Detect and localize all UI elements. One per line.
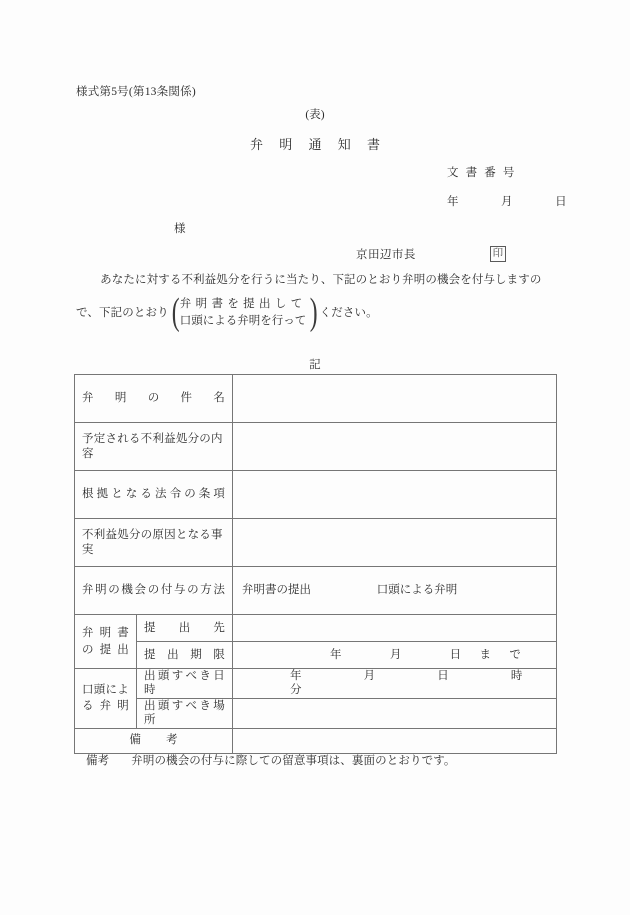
choice-brace-group [170, 290, 318, 333]
addressee-honorific: 様 [174, 223, 186, 235]
row-label-remarks: 備考 [75, 728, 233, 753]
method-option-oral[interactable]: 口頭による弁明 [376, 584, 458, 597]
row-label-subject: 弁明の件名 [75, 375, 233, 423]
group-label-written-submission: 弁明書 の提出 [75, 615, 137, 669]
row-label-submit-deadline: 提出期限 [137, 642, 233, 669]
body-line-2-lead: で、下記のとおり [76, 307, 169, 320]
row-value-method [233, 567, 557, 615]
form-table [74, 374, 585, 754]
choice-list [179, 297, 308, 330]
group-label-oral-statement: 口頭によ る弁明 [75, 669, 137, 729]
footer-note-text: 弁明の機会の付与に際しての留意事項は、裏面のとおりです。 [131, 755, 456, 767]
table-row [75, 728, 557, 753]
row-value-remarks[interactable] [233, 728, 557, 753]
page-title-text: 弁明通知書 [249, 137, 397, 152]
table-row [75, 615, 557, 642]
body-line-1: あなたに対する不利益処分を行うに当たり、下記のとおり弁明の機会を付与しますの [100, 274, 542, 286]
row-value-subject[interactable] [233, 375, 557, 423]
table-row [75, 423, 557, 471]
seal-icon: 印 [490, 246, 506, 262]
row-label-legal-basis: 根拠となる法令の条項 [75, 471, 233, 519]
issuer-row [356, 246, 506, 262]
footer-note-label: 備考 [86, 755, 110, 767]
table-row [75, 375, 557, 423]
row-value-submit-to[interactable] [233, 615, 557, 642]
row-label-submit-to: 提出先 [137, 615, 233, 642]
form-number: 様式第5号(第13条関係) [76, 86, 196, 98]
row-value-appearance-datetime[interactable]: 年 月 日 時 分 [233, 669, 557, 699]
body-line-2-tail: ください。 [319, 307, 378, 320]
page-title [0, 134, 630, 153]
document-date-label: 年 月 日 [447, 196, 583, 208]
row-label-method: 弁明の機会の付与の方法 [75, 567, 233, 615]
row-value-submit-deadline[interactable]: 年 月 日まで [233, 642, 557, 669]
method-option-written[interactable]: 弁明書の提出 [242, 584, 312, 597]
face-side-label: (表) [305, 109, 325, 121]
choice-oral[interactable]: 口頭による弁明を行って [179, 314, 307, 327]
row-label-cause-facts: 不利益処分の原因となる事実 [75, 519, 233, 567]
record-marker: 記 [309, 359, 321, 371]
row-label-appearance-place: 出頭すべき場所 [137, 698, 233, 728]
brace-close-icon: ) [309, 290, 318, 333]
document-number-label: 文書番号 [447, 167, 522, 179]
brace-open-icon: ( [171, 290, 180, 333]
row-value-legal-basis[interactable] [233, 471, 557, 519]
row-label-planned-disposition: 予定される不利益処分の内容 [75, 423, 233, 471]
row-label-appearance-datetime: 出頭すべき日時 [137, 669, 233, 699]
body-paragraph [76, 274, 558, 333]
issuer-name: 京田辺市長 [356, 249, 416, 261]
row-value-planned-disposition[interactable] [233, 423, 557, 471]
table-row [75, 519, 557, 567]
row-value-cause-facts[interactable] [233, 519, 557, 567]
choice-written[interactable]: 弁明書を提出して [179, 298, 307, 311]
table-row [75, 669, 557, 699]
body-line-2 [76, 290, 558, 333]
table-row [75, 642, 557, 669]
table-row [75, 698, 557, 728]
footer-note [86, 752, 456, 768]
row-value-appearance-place[interactable] [233, 698, 557, 728]
table-row [75, 471, 557, 519]
table-row [75, 567, 557, 615]
